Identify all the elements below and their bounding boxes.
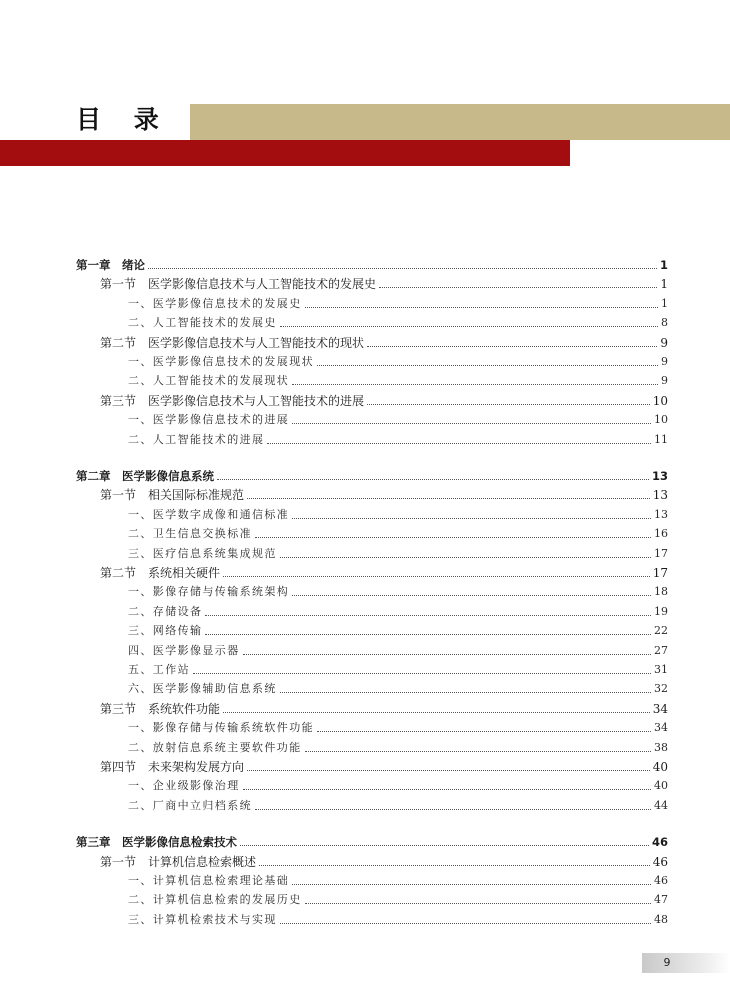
toc-entry-label: 第三节 医学影像信息技术与人工智能技术的进展 [100, 394, 365, 408]
toc-leader-dots [267, 443, 651, 444]
toc-subsection [128, 911, 668, 929]
toc-entry-label: 一、医学影像信息技术的发展史 [128, 297, 302, 310]
toc-entry-page: 34 [652, 702, 668, 716]
toc-entry-page: 8 [661, 316, 668, 329]
toc-chapter [76, 467, 668, 485]
toc-leader-dots [280, 923, 651, 924]
toc-leader-dots [367, 346, 657, 347]
toc-subsection [128, 642, 668, 660]
toc-leader-dots [243, 789, 651, 790]
toc-entry-label: 二、存储设备 [128, 605, 203, 618]
toc-entry-page: 44 [654, 799, 668, 812]
toc-section [100, 564, 668, 582]
toc-leader-dots [292, 423, 651, 424]
toc-entry-label: 一、计算机信息检索理论基础 [128, 874, 290, 887]
toc-subsection [128, 411, 668, 429]
toc-entry-label: 第一章 绪论 [76, 258, 145, 272]
toc-section [100, 700, 668, 718]
toc-entry-page: 31 [654, 663, 668, 676]
toc-entry-label: 一、影像存储与传输系统架构 [128, 585, 290, 598]
toc-leader-dots [292, 518, 651, 519]
toc-leader-dots [305, 751, 651, 752]
toc-entry-label: 二、人工智能技术的发展现状 [128, 374, 290, 387]
toc-entry-page: 9 [661, 374, 668, 387]
toc-leader-dots [243, 654, 651, 655]
toc-subsection [128, 314, 668, 332]
toc-subsection [128, 431, 668, 449]
toc-entry-page: 11 [654, 433, 668, 446]
toc-entry-page: 19 [654, 605, 668, 618]
toc-entry-label: 第一节 医学影像信息技术与人工智能技术的发展史 [100, 277, 377, 291]
toc-leader-dots [292, 384, 658, 385]
toc-leader-dots [305, 903, 651, 904]
toc-entry-page: 13 [654, 508, 668, 521]
toc-leader-dots [255, 537, 651, 538]
toc-subsection [128, 353, 668, 371]
toc-leader-dots [255, 809, 651, 810]
title-band-gold [190, 104, 730, 140]
toc-entry-page: 34 [654, 721, 668, 734]
toc-leader-dots [367, 404, 650, 405]
toc-subsection [128, 622, 668, 640]
toc-leader-dots [305, 307, 658, 308]
toc-entry-page: 46 [651, 835, 668, 849]
toc-entry-page: 1 [660, 277, 668, 291]
toc-leader-dots [223, 712, 650, 713]
toc-leader-dots [217, 479, 649, 480]
toc-subsection [128, 797, 668, 815]
toc-entry-label: 三、计算机检索技术与实现 [128, 913, 277, 926]
toc-subsection [128, 891, 668, 909]
toc-subsection [128, 739, 668, 757]
toc-entry-label: 二、放射信息系统主要软件功能 [128, 741, 302, 754]
toc-entry-page: 1 [659, 258, 668, 272]
toc-entry-label: 第二节 医学影像信息技术与人工智能技术的现状 [100, 336, 365, 350]
toc-subsection [128, 603, 668, 621]
toc-entry-label: 三、医疗信息系统集成规范 [128, 547, 277, 560]
toc-section [100, 392, 668, 410]
toc-entry-page: 13 [651, 469, 668, 483]
toc-leader-dots [205, 634, 651, 635]
toc-entry-page: 18 [654, 585, 668, 598]
toc-entry-label: 二、计算机信息检索的发展历史 [128, 893, 302, 906]
toc-section [100, 486, 668, 504]
toc-subsection [128, 295, 668, 313]
toc-entry-label: 第二节 系统相关硬件 [100, 566, 221, 580]
toc-entry-page: 27 [654, 644, 668, 657]
toc-entry-label: 三、网络传输 [128, 624, 203, 637]
toc-entry-label: 第三节 系统软件功能 [100, 702, 221, 716]
toc-entry-page: 47 [654, 893, 668, 906]
toc-leader-dots [317, 365, 658, 366]
toc-entry-page: 40 [654, 779, 668, 792]
toc-entry-page: 46 [652, 855, 668, 869]
toc-leader-dots [280, 692, 651, 693]
toc-leader-dots [379, 287, 657, 288]
toc-leader-dots [247, 770, 650, 771]
toc-entry-label: 一、医学影像信息技术的进展 [128, 413, 290, 426]
toc-entry-page: 22 [654, 624, 668, 637]
toc-leader-dots [292, 595, 651, 596]
toc-entry-label: 第四节 未来架构发展方向 [100, 760, 245, 774]
toc-leader-dots [280, 557, 651, 558]
title-band-red [0, 140, 570, 166]
toc-entry-label: 二、卫生信息交换标准 [128, 527, 252, 540]
toc-section [100, 758, 668, 776]
toc-leader-dots [205, 615, 651, 616]
toc-leader-dots [193, 673, 651, 674]
toc-leader-dots [247, 498, 650, 499]
toc-subsection [128, 545, 668, 563]
toc-entry-page: 10 [652, 394, 668, 408]
toc-chapter [76, 256, 668, 274]
toc-entry-page: 17 [654, 547, 668, 560]
toc-subsection [128, 719, 668, 737]
toc-entry-page: 1 [661, 297, 668, 310]
toc-subsection [128, 583, 668, 601]
toc-entry-label: 二、人工智能技术的发展史 [128, 316, 277, 329]
toc-entry-label: 第一节 计算机信息检索概述 [100, 855, 257, 869]
toc-entry-page: 13 [652, 488, 668, 502]
toc-leader-dots [148, 268, 657, 269]
toc-entry-label: 二、人工智能技术的进展 [128, 433, 265, 446]
toc-entry-page: 40 [652, 760, 668, 774]
toc-entry-label: 第三章 医学影像信息检索技术 [76, 835, 237, 849]
toc-subsection [128, 777, 668, 795]
toc-entry-page: 46 [654, 874, 668, 887]
toc-subsection [128, 872, 668, 890]
toc-entry-page: 38 [654, 741, 668, 754]
toc-entry-label: 五、工作站 [128, 663, 190, 676]
toc-entry-label: 一、医学数字成像和通信标准 [128, 508, 290, 521]
toc-subsection [128, 525, 668, 543]
toc-section [100, 853, 668, 871]
toc-entry-label: 第二章 医学影像信息系统 [76, 469, 214, 483]
toc-leader-dots [259, 865, 650, 866]
toc-leader-dots [292, 884, 651, 885]
toc-entry-page: 9 [660, 336, 668, 350]
toc-subsection [128, 680, 668, 698]
toc-section [100, 334, 668, 352]
toc-section [100, 275, 668, 293]
toc-entry-page: 32 [654, 682, 668, 695]
toc-entry-label: 一、企业级影像治理 [128, 779, 240, 792]
toc-entry-page: 17 [652, 566, 668, 580]
toc-leader-dots [223, 576, 650, 577]
toc-leader-dots [280, 326, 658, 327]
toc-entry-label: 四、医学影像显示器 [128, 644, 240, 657]
toc-entry-label: 二、厂商中立归档系统 [128, 799, 252, 812]
toc-subsection [128, 506, 668, 524]
page-number: 9 [663, 956, 671, 969]
toc-leader-dots [240, 845, 649, 846]
toc-entry-page: 9 [661, 355, 668, 368]
page-title: 目 录 [76, 105, 171, 134]
toc-subsection [128, 372, 668, 390]
toc-leader-dots [317, 731, 651, 732]
toc-entry-label: 六、医学影像辅助信息系统 [128, 682, 277, 695]
toc-entry-page: 48 [654, 913, 668, 926]
toc-entry-page: 10 [654, 413, 668, 426]
toc-chapter [76, 833, 668, 851]
toc-entry-label: 一、医学影像信息技术的发展现状 [128, 355, 314, 368]
toc-entry-page: 16 [654, 527, 668, 540]
toc-entry-label: 第一节 相关国际标准规范 [100, 488, 245, 502]
toc-subsection [128, 661, 668, 679]
toc-entry-label: 一、影像存储与传输系统软件功能 [128, 721, 314, 734]
